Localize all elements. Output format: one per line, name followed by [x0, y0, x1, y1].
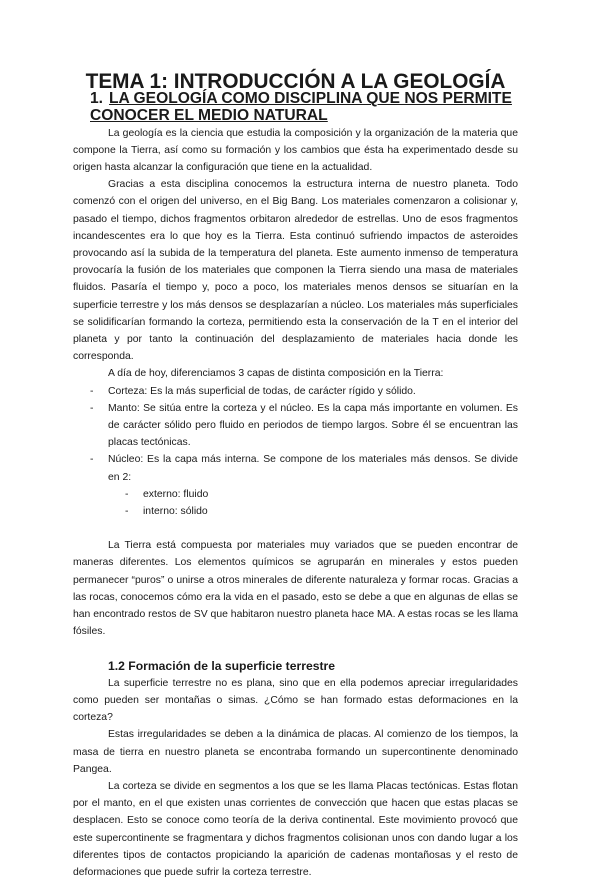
core-parts-list — [108, 486, 518, 520]
paragraph: La corteza se divide en segmentos a los que se les llama Placas tectónicas. Estas flotan por el manto, en el que existen unas corrientes de convección que hacen que estas placas se desplacen. Esto se conoce como teoría de la deriva continental. Este movimiento provocó que este supercontinente se fragmentara y dichos fragmentos colisionan unos con dando lugar a los diferentes tipos de contactos propiciando la aparición de cadenas montañosas y el resto de deformaciones que puede sufrir la corteza terrestre. — [73, 780, 518, 878]
section-1-heading — [73, 90, 518, 124]
layer-text: Corteza: Es la más superficial de todas, de carácter rígido y sólido. — [108, 385, 416, 397]
paragraph: La geología es la ciencia que estudia la composición y la organización de la materia que compone la Tierra, así como su formación y los cambios que ésta ha experimentado desde su origen hasta alcanzar la configuración que tiene en la actualidad. — [73, 127, 518, 174]
list-item — [108, 486, 518, 503]
list-dash: - — [90, 402, 94, 414]
list-item — [73, 383, 518, 400]
layer-text: Manto: Se sitúa entre la corteza y el núcleo. Es la capa más importante en volumen. Es de carácter sólido pero fluido en periodos de tiempo largos. Sobre él se encuentran las placas tectónicas. — [108, 402, 518, 449]
core-part-text: interno: sólido — [143, 506, 208, 518]
list-dash: - — [90, 385, 94, 397]
earth-layers-list — [73, 383, 518, 521]
list-item — [73, 451, 518, 520]
list-item — [108, 503, 518, 520]
list-dash: - — [125, 506, 129, 518]
spacer — [73, 520, 518, 537]
section-1-number: 1. — [90, 90, 104, 108]
paragraph: A día de hoy, diferenciamos 3 capas de distinta composición en la Tierra: — [108, 368, 444, 380]
document-title: TEMA 1: INTRODUCCIÓN A LA GEOLOGÍA — [85, 70, 506, 93]
paragraph: La superficie terrestre no es plana, sino que en ella podemos apreciar irregularidades como pueden ser montañas o simas. ¿Cómo se han formado estas deformaciones en la corteza? — [73, 677, 518, 724]
paragraph: Gracias a esta disciplina conocemos la estructura interna de nuestro planeta. Todo comenzó con el origen del universo, en el Big Bang. Los materiales comenzaron a colisionar y, pasado el tiempo, dichos fragmentos orbitaron alrededor de estrellas. Uno de esos fragmentos incandescentes era lo que hoy es la Tierra. Esta continuó sufriendo impactos de asteroides provocando así la subida de la temperatura del planeta. Este aumento inmenso de temperatura provocaría la fusión de los materiales que componen la Tierra siendo una masa de materiales fluidos. Pasaría el tiempo y, poco a poco, los materiales menos densos se situarían en la superficie terrestre y los más densos se desplazarían a núcleo. Los materiales más superficiales se solidificarían formando la corteza, permitiendo esta la conservación de la T en el interior del planeta y por tanto la continuación del desplazamiento de materiales hacia donde les corresponda. — [73, 179, 518, 363]
list-item — [73, 400, 518, 452]
section-1-heading-text: LA GEOLOGÍA COMO DISCIPLINA QUE NOS PERMITE CONOCER EL MEDIO NATURAL — [90, 90, 512, 125]
section-2-heading: 1.2 Formación de la superficie terrestre — [108, 658, 336, 673]
paragraph: La Tierra está compuesta por materiales muy variados que se pueden encontrar de maneras diferentes. Los elementos químicos se agruparán en minerales y estos pueden permanecer “puros” o unirse a otros minerales de diferente naturaleza y formar rocas. Gracias a las rocas, conocemos cómo era la vida en el pasado, esto se debe a que en algunas de ellas se han encontrado restos de SV que habitaron nuestro planeta hace MA. A estas rocas se les llama fósiles. — [73, 540, 518, 638]
list-dash: - — [90, 454, 94, 466]
layer-text: Núcleo: Es la capa más interna. Se compone de los materiales más densos. Se divide en 2: — [108, 454, 518, 483]
spacer — [73, 641, 518, 658]
paragraph: Estas irregularidades se deben a la dinámica de placas. Al comienzo de los tiempos, la masa de tierra en nuestro planeta se encontraba formando un supercontinente denominado Pangea. — [73, 729, 518, 775]
list-dash: - — [125, 488, 129, 500]
core-part-text: externo: fluido — [143, 488, 209, 500]
